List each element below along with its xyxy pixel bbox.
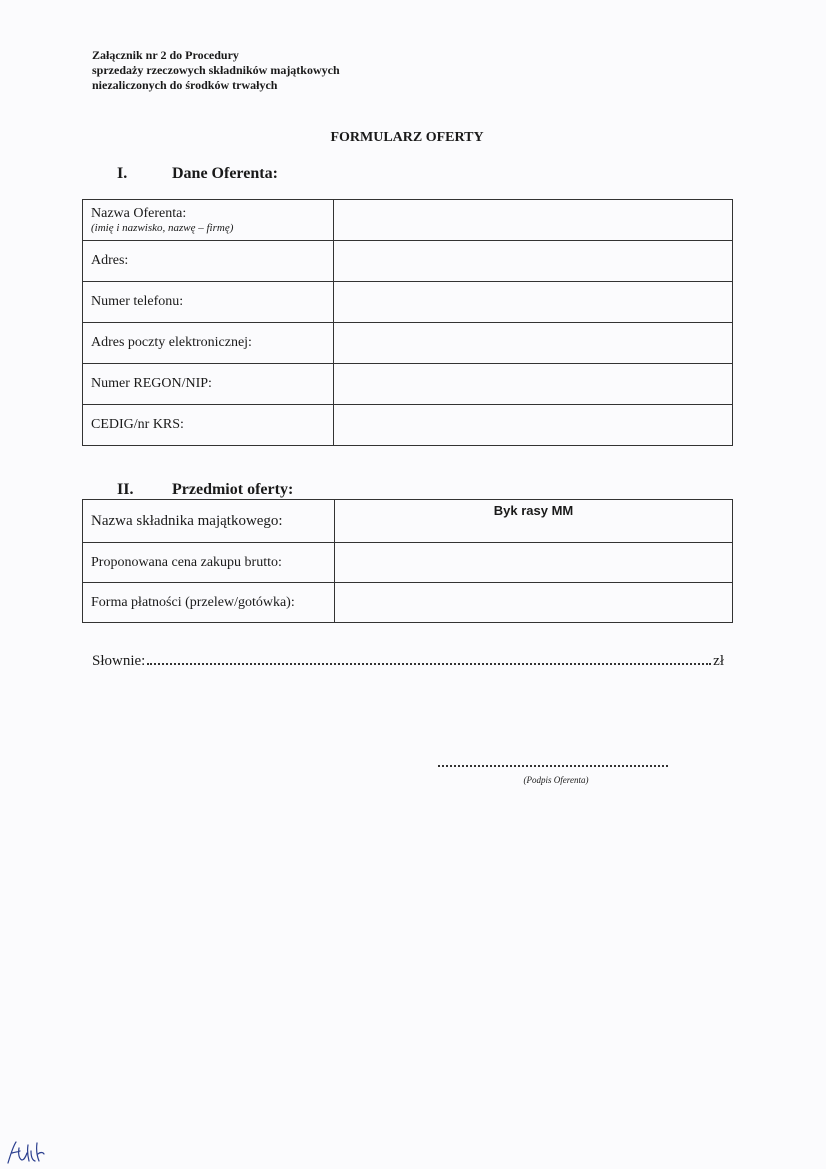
offeror-name-hint: (imię i nazwisko, nazwę – firmę) <box>91 221 234 234</box>
payment-form-label: Forma płatności (przelew/gotówka): <box>83 583 335 623</box>
section-2-title: Przedmiot oferty: <box>172 481 294 498</box>
signature-caption: (Podpis Oferenta) <box>523 775 589 785</box>
offer-subject-table <box>82 499 733 623</box>
phone-field[interactable] <box>334 282 733 323</box>
signature-line[interactable] <box>438 765 668 767</box>
offeror-name-label: Nazwa Oferenta: <box>91 205 187 221</box>
table-row <box>83 364 733 405</box>
offeror-name-label-cell <box>83 200 334 241</box>
cedig-krs-label: CEDIG/nr KRS: <box>83 405 334 446</box>
regon-nip-field[interactable] <box>334 364 733 405</box>
address-field[interactable] <box>334 241 733 282</box>
table-row <box>83 241 733 282</box>
asset-name-label: Nazwa składnika majątkowego: <box>83 500 335 543</box>
price-label: Proponowana cena zakupu brutto: <box>83 543 335 583</box>
amount-in-words-line <box>92 652 724 670</box>
table-row <box>83 282 733 323</box>
section-2-heading <box>117 481 293 499</box>
attachment-line-1: Załącznik nr 2 do Procedury <box>92 48 239 62</box>
section-1-title: Dane Oferenta: <box>172 165 278 182</box>
price-field[interactable] <box>335 543 733 583</box>
address-label: Adres: <box>83 241 334 282</box>
section-2-number: II. <box>117 481 134 498</box>
amount-in-words-field[interactable] <box>147 652 711 665</box>
amount-in-words-label: Słownie: <box>92 653 146 669</box>
table-row <box>83 500 733 543</box>
table-row <box>83 583 733 623</box>
offeror-name-field[interactable] <box>334 200 733 241</box>
table-row <box>83 543 733 583</box>
table-row <box>83 405 733 446</box>
asset-name-field[interactable]: Byk rasy MM <box>335 500 733 543</box>
attachment-line-2: sprzedaży rzeczowych składników majątkowych <box>92 63 340 77</box>
table-row <box>83 323 733 364</box>
section-1-number: I. <box>117 165 128 182</box>
form-title: FORMULARZ OFERTY <box>330 130 484 145</box>
payment-form-field[interactable] <box>335 583 733 623</box>
regon-nip-label: Numer REGON/NIP: <box>83 364 334 405</box>
offeror-data-table <box>82 199 733 446</box>
email-field[interactable] <box>334 323 733 364</box>
section-1-heading <box>117 165 278 183</box>
handwritten-initials <box>4 1139 48 1167</box>
attachment-note <box>92 48 340 93</box>
table-row <box>83 200 733 241</box>
cedig-krs-field[interactable] <box>334 405 733 446</box>
email-label: Adres poczty elektronicznej: <box>83 323 334 364</box>
currency-suffix: zł <box>713 653 724 669</box>
attachment-line-3: niezaliczonych do środków trwałych <box>92 78 278 92</box>
phone-label: Numer telefonu: <box>83 282 334 323</box>
